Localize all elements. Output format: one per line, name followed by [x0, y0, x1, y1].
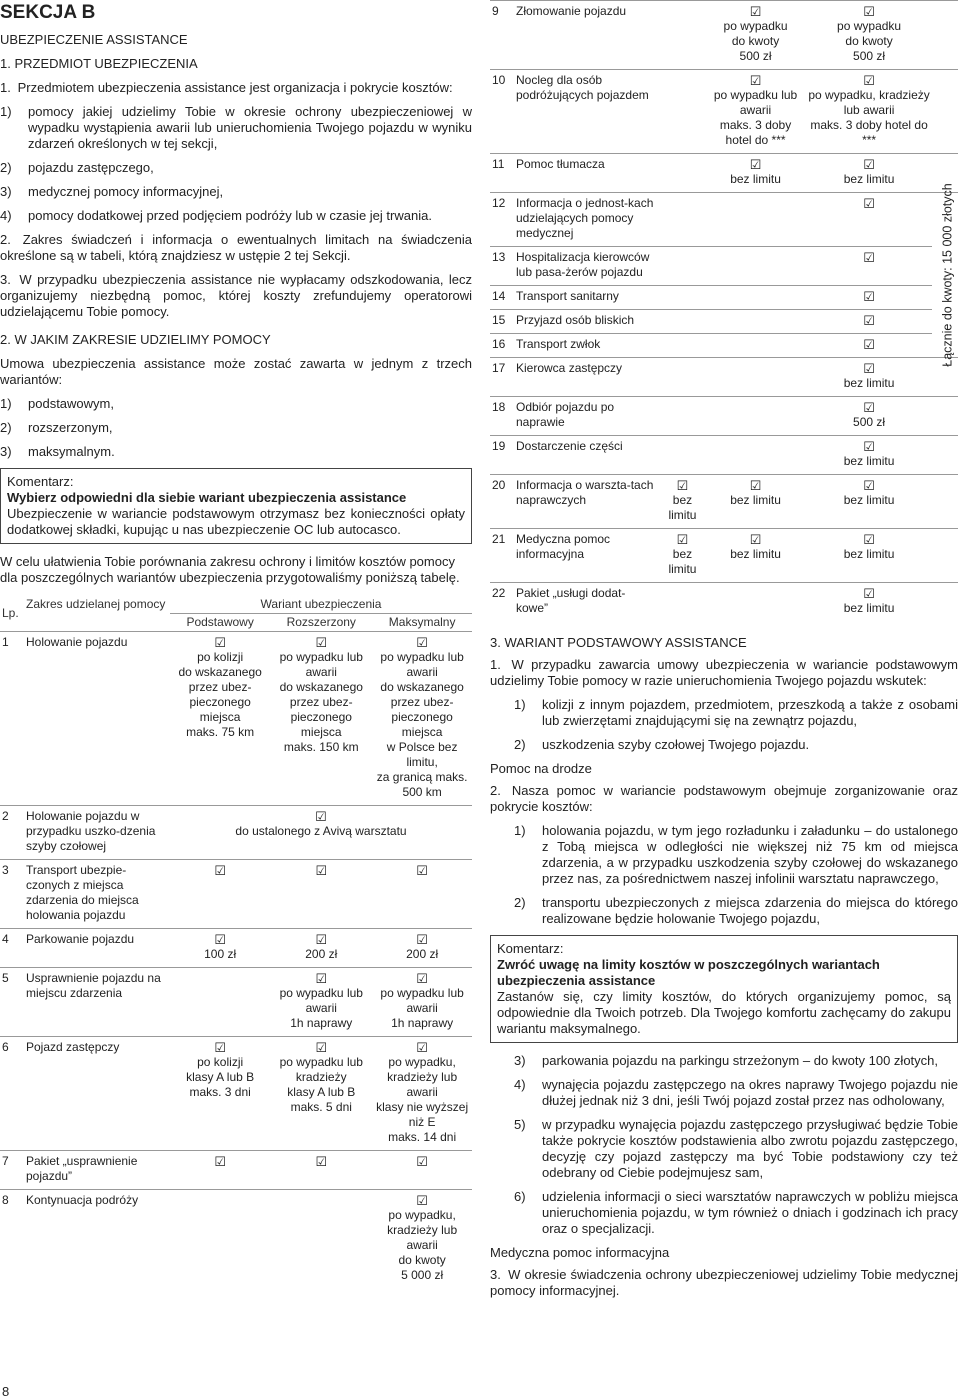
cell-line: bez limitu [843, 454, 895, 468]
list-item: 2) rozszerzonym, [0, 420, 113, 435]
cell-line: za granicą maks. 500 km [376, 770, 468, 799]
cell-basic [660, 286, 705, 310]
row-lp: 21 [490, 529, 514, 583]
table-row [490, 436, 958, 475]
check-icon: ☑ [749, 532, 762, 547]
cell-basic [170, 1190, 270, 1289]
heading-1: 1. PRZEDMIOT UBEZPIECZENIA [0, 56, 198, 71]
table-row [490, 70, 958, 154]
cell-line: maks. 3 doby hotel do *** [810, 118, 928, 147]
p5-text: W celu ułatwienia Tobie porównania zakresu ochrony i limitów kosztów pomocy dla poszczególnych wariantów ubezpieczenia przygotowaliśmy poniższą tabelę. [0, 554, 460, 585]
cell-line: klasy nie wyższej niż E [376, 1100, 469, 1129]
r-list-1 [490, 697, 958, 753]
check-icon: ☑ [863, 289, 875, 304]
row-lp: 1 [0, 632, 24, 806]
cell-extended [705, 193, 806, 247]
cell-basic [660, 193, 705, 247]
check-icon: ☑ [863, 313, 875, 328]
row-lp: 17 [490, 358, 514, 397]
table-row [490, 1, 958, 70]
row-name: Odbiór pojazdu po naprawie [514, 397, 660, 436]
cell-line: do kwoty [731, 34, 780, 48]
row-lp: 22 [490, 583, 514, 622]
cell-line: po wypadku, kradzieży lub awarii [808, 88, 930, 117]
row-lp: 6 [0, 1037, 24, 1151]
cell-extended [705, 475, 806, 529]
cell-basic [170, 1037, 270, 1151]
cell-max [806, 475, 932, 529]
check-icon: ☑ [214, 863, 226, 878]
cell-basic [660, 583, 705, 622]
cell-extended [705, 154, 806, 193]
cell-line: bez limitu [730, 172, 781, 186]
check-icon: ☑ [863, 361, 875, 376]
check-icon: ☑ [214, 635, 226, 650]
r-p2-number: 2. [490, 783, 501, 798]
row-lp: 4 [0, 929, 24, 968]
cell-line: maks. 5 dni [290, 1100, 352, 1114]
row-lp: 12 [490, 193, 514, 247]
row-span-cell [170, 806, 472, 860]
cell-line: po wypadku lub awarii [713, 88, 798, 117]
p3-text: W przypadku ubezpieczenia assistance nie wypłacamy odszkodowania, lecz organizujemy niezbędną pomoc, której koszty zrefundujemy operatorowi udzielającemu Tobie pomocy. [0, 272, 472, 319]
cell-line: maks. 3 doby hotel do *** [719, 118, 792, 147]
check-icon: ☑ [416, 971, 428, 986]
col-scope-header: Zakres udzielanej pomocy [26, 597, 166, 611]
cell-line: po kolizji [197, 650, 244, 664]
table-row [0, 968, 472, 1037]
cell-extended [270, 860, 372, 929]
cell-extended [705, 310, 806, 334]
cell-line: po wypadku lub awarii [380, 650, 464, 679]
table-row [0, 860, 472, 929]
cell-extended [705, 1, 806, 70]
cell-line: 100 zł [204, 947, 237, 961]
p3-number: 3. [0, 272, 11, 287]
cell-max [372, 1190, 472, 1289]
cell-max [806, 436, 932, 475]
cell-line: do kwoty [398, 1253, 446, 1267]
cell-line: po wypadku lub kradzieży [279, 1055, 363, 1084]
row-name: Hospitalizacja kierowców lub pasa-żerów pojazdu [514, 247, 660, 286]
cell-line: bez limitu [668, 547, 697, 576]
list-item: 2) transportu ubezpieczonych z miejsca zdarzenia do miejsca do którego realizowane będzie holowanie Twojego pojazdu, [514, 895, 958, 926]
row-name: Dostarczenie części [514, 436, 660, 475]
spacer-cell [932, 436, 958, 475]
row-name: Złomowanie pojazdu [514, 1, 660, 70]
cell-max [806, 154, 932, 193]
row-name: Pomoc tłumacza [514, 154, 660, 193]
cell-basic [170, 1151, 270, 1190]
cell-basic [170, 968, 270, 1037]
comment-text: Ubezpieczenie w wariancie podstawowym otrzymasz bez konieczności opłaty dodatkowej składki, kupując u nas ubezpieczenie OC lub autocasco. [7, 506, 465, 537]
total-limit-label: Łącznie do kwoty: 15 000 złotych [940, 183, 955, 367]
check-icon: ☑ [863, 586, 875, 601]
r-p1-text: W przypadku zawarcia umowy ubezpieczenia w wariancie podstawowym udzielimy Tobie pomocy w razie unieruchomienia Twojego pojazdu wskutek: [490, 657, 958, 688]
row-name: Nocleg dla osób podróżujących pojazdem [514, 70, 660, 154]
cell-line: klasy A lub B [287, 1085, 356, 1099]
cell-line: maks. 3 dni [189, 1085, 251, 1099]
cell-line: klasy A lub B [186, 1070, 255, 1084]
cell-basic [660, 475, 705, 529]
list-item: 1) podstawowym, [0, 396, 114, 411]
cell-line: 200 zł [305, 947, 338, 961]
check-icon: ☑ [863, 439, 875, 454]
check-icon: ☑ [214, 932, 226, 947]
cell-line: bez limitu [843, 376, 895, 390]
check-icon: ☑ [416, 1193, 428, 1208]
check-icon: ☑ [214, 1154, 226, 1169]
cell-extended [270, 1151, 372, 1190]
table-row [0, 632, 472, 806]
row-lp: 14 [490, 286, 514, 310]
check-icon: ☑ [863, 532, 875, 547]
row-lp: 8 [0, 1190, 24, 1289]
check-icon: ☑ [416, 1040, 428, 1055]
heading-2: 2. W JAKIM ZAKRESIE UDZIELIMY POMOCY [0, 332, 271, 347]
spacer-cell [932, 397, 958, 436]
table-row [490, 397, 958, 436]
row-name: Usprawnienie pojazdu na miejscu zdarzenia [24, 968, 170, 1037]
list-item: 4) wynajęcia pojazdu zastępczego na okres naprawy Twojego pojazdu nie dłużej jednak niż 3 dni, jeśli Twój pojazd został przez nas odholowany, [514, 1077, 958, 1108]
cell-line: po kolizji [197, 1055, 244, 1069]
cell-basic [660, 397, 705, 436]
comment-label: Komentarz: [7, 474, 74, 489]
row-lp: 2 [0, 806, 24, 860]
check-icon: ☑ [749, 478, 762, 493]
subheading-road-help: Pomoc na drodze [490, 761, 592, 776]
check-icon: ☑ [863, 157, 875, 172]
table-row [490, 358, 958, 397]
cell-line: 1h naprawy [290, 1016, 353, 1030]
total-limit-cell [932, 183, 958, 367]
check-icon: ☑ [749, 73, 762, 88]
check-icon: ☑ [315, 971, 328, 986]
cell-line: bez limitu [843, 547, 895, 561]
comment-title: Zwróć uwagę na limity kosztów w poszczególnych wariantach ubezpieczenia assistance [497, 957, 880, 988]
row-lp: 10 [490, 70, 514, 154]
cell-extended [270, 929, 372, 968]
check-icon: ☑ [863, 4, 875, 19]
table-row [0, 1151, 472, 1190]
cell-line: po wypadku lub awarii [279, 650, 363, 679]
cell-extended [270, 632, 372, 806]
spacer-cell [932, 529, 958, 583]
cell-line: 500 zł [853, 415, 886, 429]
cell-line: po wypadku lub awarii [279, 986, 363, 1015]
cell-extended [705, 247, 806, 286]
row-name: Parkowanie pojazdu [24, 929, 170, 968]
check-icon: ☑ [416, 635, 428, 650]
table-row [490, 247, 958, 286]
cell-line: po wypadku [723, 19, 788, 33]
r-p2-text: Nasza pomoc w wariancie podstawowym obejmuje zorganizowanie oraz pokrycie kosztów: [490, 783, 958, 814]
comment-label: Komentarz: [497, 941, 564, 956]
list-item: 3) medycznej pomocy informacyjnej, [0, 184, 224, 199]
list-item: 1) holowania pojazdu, w tym jego rozładunku i załadunku – do ustalonego z Tobą miejsca w odległości nie większej niż 75 km od miejsca zdarzenia, a w przypadku uszkodzenia szyby czołowej do wskazanego przez nas, za pośrednictwem naszej infolinii warsztatu naprawczego, [514, 823, 958, 886]
cell-extended [705, 397, 806, 436]
check-icon: ☑ [416, 1154, 428, 1169]
cell-max [372, 1037, 472, 1151]
list-item: 5) w przypadku wynajęcia pojazdu zastępczego przysługiwać będzie Tobie także pokrycie kosztów podstawienia albo zwrotu pojazdu zastępczego, decyzję czy pojazd zastępczy ma być Tobie podstawiony czy też odebrany od Ciebie podejmujesz sam, [514, 1117, 958, 1180]
cell-line: bez limitu [843, 172, 895, 186]
cell-max [806, 397, 932, 436]
cell-extended [705, 358, 806, 397]
row-name: Przyjazd osób bliskich [514, 310, 660, 334]
r-list-2 [490, 823, 958, 927]
row-lp: 7 [0, 1151, 24, 1190]
cell-max [372, 1151, 472, 1190]
cell-line: do wskazanego przez ubez-pieczonego miejsca [178, 665, 262, 724]
spacer-cell [932, 1, 958, 70]
check-icon: ☑ [214, 1040, 226, 1055]
cell-extended [705, 529, 806, 583]
check-icon: ☑ [416, 932, 428, 947]
cell-line: 500 zł [739, 49, 772, 63]
cell-line: po wypadku, kradzieży lub awarii [387, 1055, 458, 1099]
cell-line: maks. 75 km [186, 725, 255, 739]
right-column [490, 0, 958, 1307]
cell-basic [660, 247, 705, 286]
check-icon: ☑ [863, 337, 875, 352]
cell-line: bez limitu [843, 601, 895, 615]
check-icon: ☑ [863, 250, 875, 265]
spacer-cell [932, 70, 958, 154]
cell-basic [660, 358, 705, 397]
list-item: 2) uszkodzenia szyby czołowej Twojego pojazdu. [514, 737, 810, 752]
r-p3-number: 3. [490, 1267, 501, 1282]
check-icon: ☑ [416, 863, 428, 878]
cell-line: maks. 14 dni [388, 1130, 457, 1144]
row-name: Kierowca zastępczy [514, 358, 660, 397]
cell-max [806, 529, 932, 583]
table-row [490, 475, 958, 529]
cell-extended [270, 968, 372, 1037]
row-name: Pojazd zastępczy [24, 1037, 170, 1151]
row-lp: 9 [490, 1, 514, 70]
row-lp: 13 [490, 247, 514, 286]
list-1 [0, 104, 472, 224]
check-icon: ☑ [863, 73, 875, 88]
variants-table-part-1 [0, 596, 472, 1288]
cell-basic [170, 632, 270, 806]
page-number: 8 [2, 1384, 10, 1399]
subheading-medical-info: Medyczna pomoc informacyjna [490, 1245, 670, 1260]
cell-line: 5 000 zł [401, 1268, 444, 1282]
check-icon: ☑ [863, 196, 875, 211]
row-name: Pakiet „usługi dodat-kowe” [514, 583, 660, 622]
cell-line: do wskazanego przez ubez-pieczonego miejsca [380, 680, 464, 739]
check-icon: ☑ [315, 863, 328, 878]
cell-line: do kwoty [845, 34, 893, 48]
cell-extended [705, 583, 806, 622]
r-list-3 [490, 1053, 958, 1237]
table-row [490, 334, 958, 358]
row-lp: 15 [490, 310, 514, 334]
comment-title: Wybierz odpowiedni dla siebie wariant ubezpieczenia assistance [7, 490, 407, 505]
cell-line: po wypadku [837, 19, 902, 33]
cell-basic [660, 310, 705, 334]
row-name: Informacja o warszta-tach naprawczych [514, 475, 660, 529]
cell-max [806, 334, 932, 358]
spacer-cell [932, 583, 958, 622]
list-item: 1) pomocy jakiej udzielimy Tobie w okresie ochrony ubezpieczeniowej w wypadku wystąpienia awarii lub unieruchomienia Twojego pojazdu w wyniku zdarzeń określonych w tej sekcji, [0, 104, 472, 151]
comment-text: Zastanów się, czy limity kosztów, do których organizujemy pomoc, są odpowiednie dla Twoich potrzeb. Dla Twojego komfortu zachęcamy do zakupu wariantu maksymalnego. [497, 989, 951, 1036]
check-icon: ☑ [749, 157, 762, 172]
cell-extended [705, 436, 806, 475]
cell-line: bez limitu [668, 493, 697, 522]
cell-basic [660, 1, 705, 70]
cell-basic [660, 154, 705, 193]
row-name: Informacja o jednost-kach udzielających pomocy medycznej [514, 193, 660, 247]
cell-extended [270, 1037, 372, 1151]
cell-line: do ustalonego z Avivą warsztatu [235, 824, 407, 838]
cell-max [372, 860, 472, 929]
cell-basic [660, 334, 705, 358]
row-name: Transport sanitarny [514, 286, 660, 310]
cell-basic [170, 929, 270, 968]
left-column [0, 0, 472, 1399]
row-name: Transport ubezpie-czonych z miejsca zdarzenia do miejsca holowania pojazdu [24, 860, 170, 929]
section-subtitle: UBEZPIECZENIE ASSISTANCE [0, 32, 188, 47]
row-name: Pakiet „usprawnienie pojazdu” [24, 1151, 170, 1190]
comment-box-2 [490, 935, 958, 1043]
row-name: Transport zwłok [514, 334, 660, 358]
p2-text: Zakres świadczeń i informacja o ewentualnych limitach na świadczenia określone są w tabeli, którą znajdziesz w ustępie 2 tej Sekcji. [0, 232, 472, 263]
check-icon: ☑ [863, 400, 875, 415]
cell-extended [705, 334, 806, 358]
check-icon: ☑ [676, 532, 689, 547]
table-row [490, 193, 958, 247]
cell-line: 500 zł [853, 49, 886, 63]
list-item: 3) maksymalnym. [0, 444, 115, 459]
table-row [0, 806, 472, 860]
cell-max [806, 193, 932, 247]
table-row [0, 1190, 472, 1289]
table-row [490, 310, 958, 334]
list-item: 3) parkowania pojazdu na parkingu strzeżonym – do kwoty 100 złotych, [514, 1053, 938, 1068]
list-item: 2) pojazdu zastępczego, [0, 160, 154, 175]
row-lp: 19 [490, 436, 514, 475]
cell-basic [660, 70, 705, 154]
list-2 [0, 396, 472, 460]
row-lp: 20 [490, 475, 514, 529]
cell-extended [705, 70, 806, 154]
check-icon: ☑ [315, 809, 327, 824]
col-extended-header: Rozszerzony [270, 614, 372, 632]
col-variant-header: Wariant ubezpieczenia [260, 597, 382, 611]
table-row [490, 529, 958, 583]
col-lp-header: Lp. [2, 606, 19, 620]
list-item: 4) pomocy dodatkowej przed podjęciem podróży lub w czasie jej trwania. [0, 208, 432, 223]
cell-basic [660, 529, 705, 583]
cell-max [806, 286, 932, 310]
cell-line: bez limitu [730, 547, 781, 561]
cell-max [806, 247, 932, 286]
cell-max [806, 583, 932, 622]
row-name: Medyczna pomoc informacyjna [514, 529, 660, 583]
list-item: 6) udzielenia informacji o sieci warsztatów naprawczych w pobliżu miejsca unieruchomienia pojazdu, w tym również o dniach i godzinach ich pracy oraz o specjalizacji. [514, 1189, 958, 1236]
check-icon: ☑ [315, 1040, 328, 1055]
table-row [0, 929, 472, 968]
row-name: Holowanie pojazdu w przypadku uszko-dzenia szyby czołowej [24, 806, 170, 860]
col-max-header: Maksymalny [372, 614, 472, 632]
cell-max [806, 358, 932, 397]
check-icon: ☑ [315, 932, 328, 947]
p1-number: 1. [0, 80, 11, 95]
section-title: SEKCJA B [0, 2, 96, 23]
cell-basic [170, 860, 270, 929]
check-icon: ☑ [315, 1154, 328, 1169]
spacer-cell [932, 475, 958, 529]
cell-line: po wypadku lub awarii [380, 986, 464, 1015]
row-lp: 5 [0, 968, 24, 1037]
r-p3-text: W okresie świadczenia ochrony ubezpieczeniowej udzielimy Tobie medycznej pomocy informacyjnej. [490, 1267, 958, 1298]
row-lp: 11 [490, 154, 514, 193]
check-icon: ☑ [749, 4, 762, 19]
list-item: 1) kolizji z innym pojazdem, przedmiotem, przeszkodą a także z osobami lub zwierzętami znajdującymi się na zewnątrz pojazdu, [514, 697, 958, 728]
cell-extended [705, 286, 806, 310]
cell-line: bez limitu [730, 493, 781, 507]
table-row [0, 1037, 472, 1151]
cell-extended [270, 1190, 372, 1289]
r-p1-number: 1. [490, 657, 501, 672]
check-icon: ☑ [863, 478, 875, 493]
table-row [490, 286, 958, 310]
p4-text: Umowa ubezpieczenia assistance może zostać zawarta w jednym z trzech wariantów: [0, 356, 472, 387]
variants-table-part-2 [490, 0, 958, 621]
cell-max [806, 1, 932, 70]
comment-box-1 [0, 468, 472, 544]
check-icon: ☑ [315, 635, 328, 650]
cell-line: w Polsce bez limitu, [386, 740, 458, 769]
row-lp: 16 [490, 334, 514, 358]
cell-line: po wypadku, kradzieży lub awarii [387, 1208, 458, 1252]
row-lp: 18 [490, 397, 514, 436]
cell-line: 1h naprawy [391, 1016, 454, 1030]
row-name: Holowanie pojazdu [24, 632, 170, 806]
cell-line: 200 zł [406, 947, 439, 961]
heading-3: 3. WARIANT PODSTAWOWY ASSISTANCE [490, 635, 747, 650]
cell-max [806, 70, 932, 154]
p2-number: 2. [0, 232, 11, 247]
row-name: Kontynuacja podróży [24, 1190, 170, 1289]
check-icon: ☑ [676, 478, 689, 493]
cell-basic [660, 436, 705, 475]
cell-line: bez limitu [843, 493, 895, 507]
cell-max [372, 968, 472, 1037]
table-row [490, 583, 958, 622]
cell-max [372, 929, 472, 968]
col-basic-header: Podstawowy [170, 614, 270, 632]
table-row [490, 154, 958, 193]
p1-text: Przedmiotem ubezpieczenia assistance jest organizacja i pokrycie kosztów: [17, 80, 453, 95]
cell-max [372, 632, 472, 806]
cell-max [806, 310, 932, 334]
row-lp: 3 [0, 860, 24, 929]
cell-line: do wskazanego przez ubez-pieczonego miejsca [279, 680, 363, 739]
cell-line: maks. 150 km [283, 740, 359, 754]
